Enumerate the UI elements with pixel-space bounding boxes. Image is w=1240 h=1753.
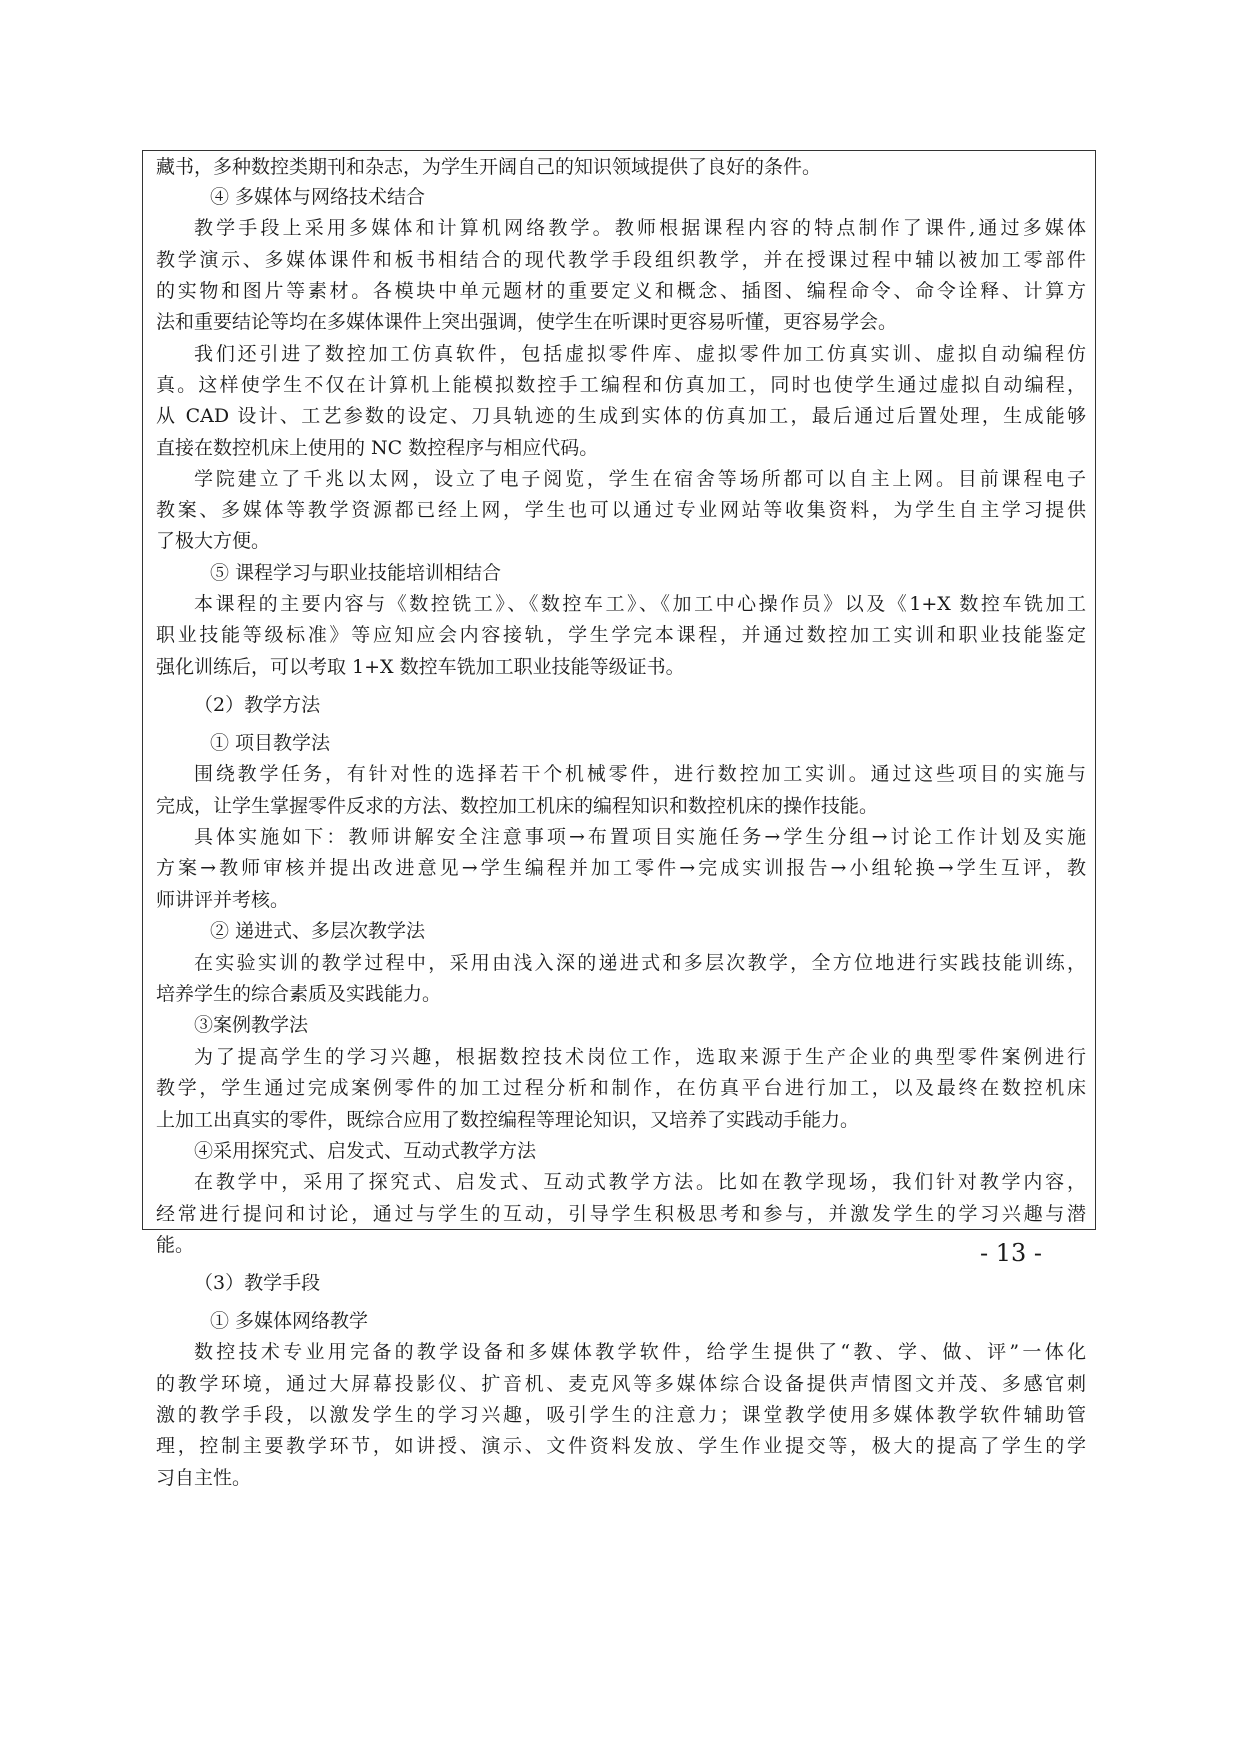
text-line: 教案、多媒体等教学资源都已经上网，学生也可以通过专业网站等收集资料，为学生自主学习提供 [156, 499, 1086, 521]
text-line: 藏书，多种数控类期刊和杂志，为学生开阔自己的知识领域提供了良好的条件。 [156, 156, 822, 178]
text-line: 激的教学手段，以激发学生的学习兴趣，吸引学生的注意力；课堂教学使用多媒体教学软件辅助管 [156, 1404, 1086, 1426]
text-line: 为了提高学生的学习兴趣，根据数控技术岗位工作，选取来源于生产企业的典型零件案例进行 [194, 1046, 1086, 1068]
text-line: 法和重要结论等均在多媒体课件上突出强调，使学生在听课时更容易听懂，更容易学会。 [156, 311, 898, 333]
text-line: 具体实施如下：教师讲解安全注意事项→布置项目实施任务→学生分组→讨论工作计划及实施 [194, 826, 1086, 848]
text-line: 强化训练后，可以考取 1+X 数控车铣加工职业技能等级证书。 [156, 656, 685, 678]
text-line: 围绕教学任务，有针对性的选择若干个机械零件，进行数控加工实训。通过这些项目的实施与 [194, 763, 1086, 785]
text-line: （2）教学方法 [194, 694, 321, 716]
text-line: ① 多媒体网络教学 [210, 1310, 369, 1332]
text-line: 理，控制主要教学环节，如讲授、演示、文件资料发放、学生作业提交等，极大的提高了学生的学 [156, 1435, 1086, 1457]
page-number: - 13 - [980, 1239, 1043, 1267]
text-line: 师讲评并考核。 [156, 889, 290, 911]
text-line: ④采用探究式、启发式、互动式教学方法 [194, 1140, 537, 1162]
text-line: 直接在数控机床上使用的 NC 数控程序与相应代码。 [156, 437, 599, 459]
text-line: 真。这样使学生不仅在计算机上能模拟数控手工编程和仿真加工，同时也使学生通过虚拟自动编程， [156, 374, 1086, 396]
text-line: 经常进行提问和讨论，通过与学生的互动，引导学生积极思考和参与，并激发学生的学习兴趣与潜 [156, 1203, 1086, 1225]
text-line: ① 项目教学法 [210, 732, 331, 754]
text-line: 数控技术专业用完备的教学设备和多媒体教学软件，给学生提供了“教、学、做、评”一体化 [194, 1341, 1086, 1363]
text-line: （3）教学手段 [194, 1272, 321, 1294]
text-line: 习自主性。 [156, 1467, 252, 1489]
text-line: 职业技能等级标准》等应知应会内容接轨，学生学完本课程，并通过数控加工实训和职业技能鉴定 [156, 624, 1086, 646]
text-line: 本课程的主要内容与《数控铣工》、《数控车工》、《加工中心操作员》以及《1+X 数控车铣加工 [194, 593, 1086, 615]
text-line: ③案例教学法 [194, 1014, 309, 1036]
text-line: 的实物和图片等素材。各模块中单元题材的重要定义和概念、插图、编程命令、命令诠释、计算方 [156, 280, 1086, 302]
text-line: ② 递进式、多层次教学法 [210, 920, 426, 942]
text-line: ⑤ 课程学习与职业技能培训相结合 [210, 562, 502, 584]
text-line: 上加工出真实的零件，既综合应用了数控编程等理论知识，又培养了实践动手能力。 [156, 1109, 860, 1131]
text-line: 培养学生的综合素质及实践能力。 [156, 983, 442, 1005]
text-line: 从 CAD 设计、工艺参数的设定、刀具轨迹的生成到实体的仿真加工，最后通过后置处理，生成能够 [156, 405, 1086, 427]
text-line: 的教学环境，通过大屏幕投影仪、扩音机、麦克风等多媒体综合设备提供声情图文并茂、多感官刺 [156, 1373, 1086, 1395]
text-line: ④ 多媒体与网络技术结合 [210, 186, 426, 208]
text-line: 教学演示、多媒体课件和板书相结合的现代教学手段组织教学，并在授课过程中辅以被加工零部件 [156, 249, 1086, 271]
text-line: 教学，学生通过完成案例零件的加工过程分析和制作，在仿真平台进行加工，以及最终在数控机床 [156, 1077, 1086, 1099]
text-line: 完成，让学生掌握零件反求的方法、数控加工机床的编程知识和数控机床的操作技能。 [156, 795, 879, 817]
text-line: 我们还引进了数控加工仿真软件，包括虚拟零件库、虚拟零件加工仿真实训、虚拟自动编程仿 [194, 343, 1086, 365]
text-line: 在实验实训的教学过程中，采用由浅入深的递进式和多层次教学，全方位地进行实践技能训练， [194, 952, 1086, 974]
text-line: 教学手段上采用多媒体和计算机网络教学。教师根据课程内容的特点制作了课件,通过多媒体 [194, 217, 1086, 239]
text-line: 在教学中，采用了探究式、启发式、互动式教学方法。比如在教学现场，我们针对教学内容， [194, 1171, 1086, 1193]
text-line: 方案→教师审核并提出改进意见→学生编程并加工零件→完成实训报告→小组轮换→学生互评，教 [156, 857, 1086, 879]
text-line: 能。 [156, 1234, 195, 1256]
text-line: 学院建立了千兆以太网，设立了电子阅览，学生在宿舍等场所都可以自主上网。目前课程电子 [194, 468, 1086, 490]
text-line: 了极大方便。 [156, 530, 271, 552]
